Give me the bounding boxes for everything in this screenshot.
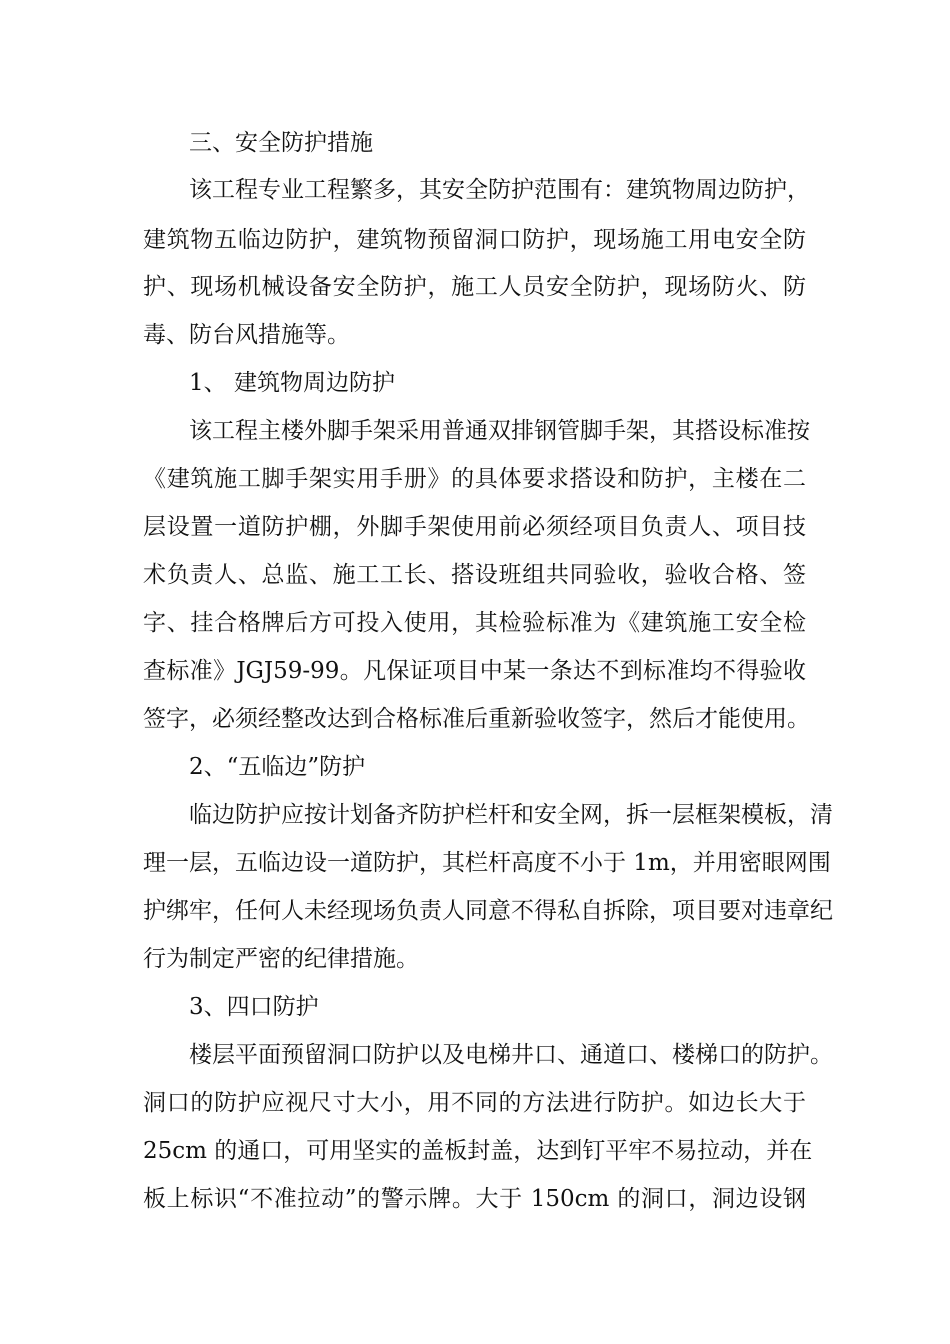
intro-line-1: 该工程专业工程繁多，其安全防护范围有：建筑物周边防护， [189,177,810,203]
item1-line-6: 查标准》JGJ59-99。凡保证项目中某一条达不到标准均不得验收 [143,658,806,684]
item1-line-1: 该工程主楼外脚手架采用普通双排钢管脚手架，其搭设标准按 [189,418,810,444]
item2-line-1: 临边防护应按计划备齐防护栏杆和安全网，拆一层框架模板，清 [189,802,833,828]
section-title: 三、安全防护措施 [189,130,373,156]
item3-line-3: 25cm 的通口，可用坚实的盖板封盖，达到钉平牢不易拉动，并在 [143,1138,813,1164]
item1-title: 1、 建筑物周边防护 [189,370,395,396]
intro-line-3: 护、现场机械设备安全防护，施工人员安全防护，现场防火、防 [143,274,806,300]
item1-line-2: 《建筑施工脚手架实用手册》的具体要求搭设和防护，主楼在二 [143,466,806,492]
item2-line-2: 理一层，五临边设一道防护，其栏杆高度不小于 1m，并用密眼网围 [143,850,831,876]
intro-line-4: 毒、防台风措施等。 [143,322,350,348]
item3-title: 3、四口防护 [189,994,319,1020]
item3-line-2: 洞口的防护应视尺寸大小，用不同的方法进行防护。如边长大于 [143,1090,806,1116]
item2-title: 2、“五临边”防护 [189,754,366,780]
item3-line-1: 楼层平面预留洞口防护以及电梯井口、通道口、楼梯口的防护。 [189,1042,833,1068]
item1-line-3: 层设置一道防护棚，外脚手架使用前必须经项目负责人、项目技 [143,514,806,540]
item2-line-3: 护绑牢，任何人未经现场负责人同意不得私自拆除，项目要对违章纪 [143,898,833,924]
item2-line-4: 行为制定严密的纪律措施。 [143,946,419,972]
item1-line-5: 字、挂合格牌后方可投入使用，其检验标准为《建筑施工安全检 [143,610,806,636]
intro-line-2: 建筑物五临边防护，建筑物预留洞口防护，现场施工用电安全防 [143,227,806,253]
item1-line-7: 签字，必须经整改达到合格标准后重新验收签字，然后才能使用。 [143,706,810,732]
item3-line-4: 板上标识“不准拉动”的警示牌。大于 150cm 的洞口，洞边设钢 [143,1186,806,1212]
item1-line-4: 术负责人、总监、施工工长、搭设班组共同验收，验收合格、签 [143,562,806,588]
